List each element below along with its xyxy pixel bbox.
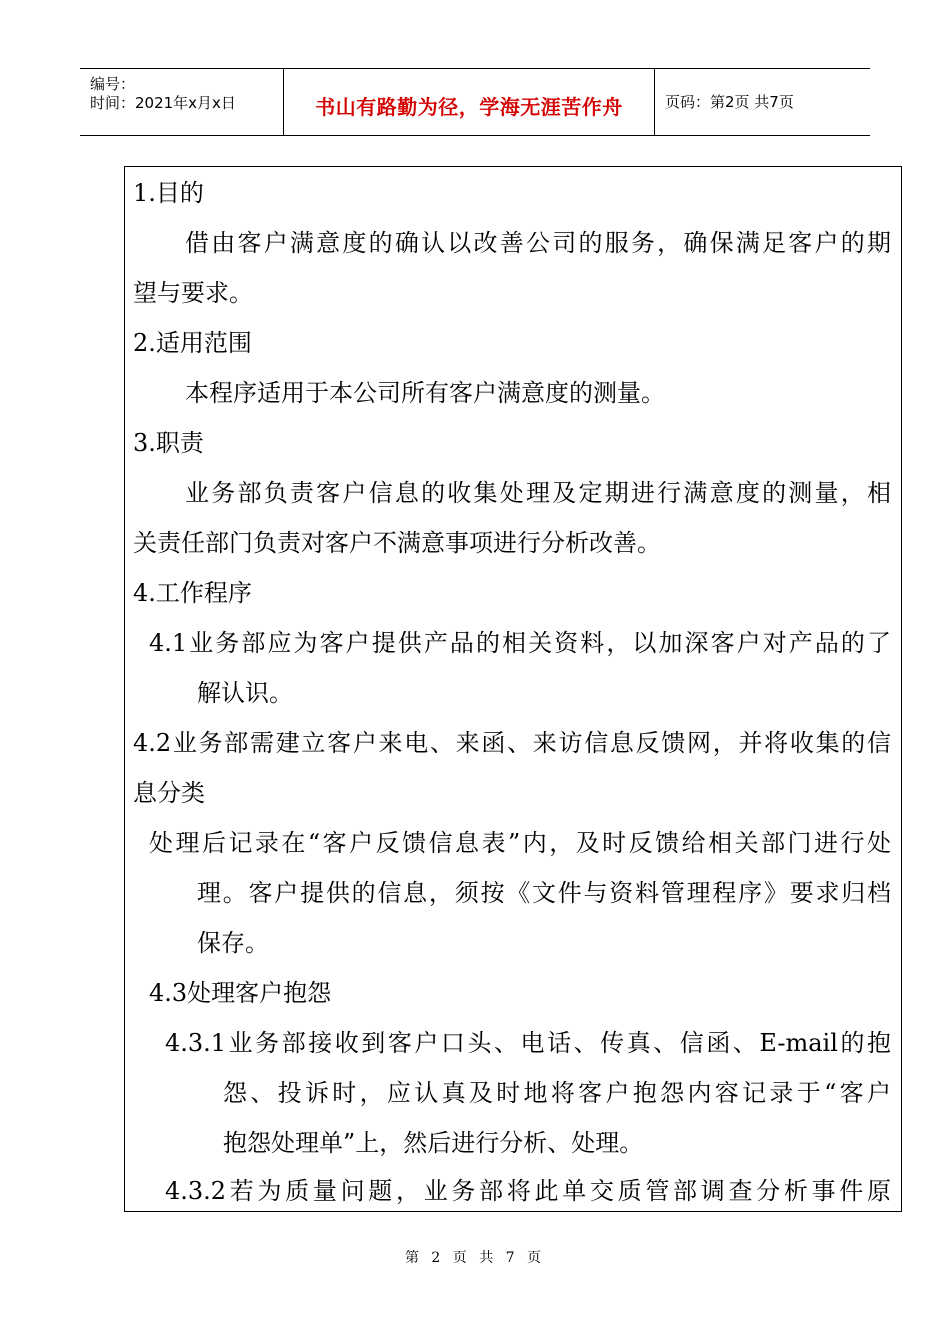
clause-4-2-cont-4: 保存。 (197, 929, 269, 957)
header-meta (80, 69, 283, 135)
clause-4-2-cont-1: 息分类 (133, 779, 205, 807)
clause-4-3-1: 4.3.1业务部接收到客户口头、电话、传真、信函、E-mail的抱 (165, 1029, 891, 1057)
document-number-label: 编号： (90, 75, 136, 93)
header-page-cell (655, 69, 870, 135)
section-1-paragraph: 借由客户满意度的确认以改善公司的服务，确保满足客户的期 (185, 229, 891, 257)
clause-4-3-2: 4.3.2若为质量问题，业务部将此单交质管部调查分析事件原 (165, 1177, 891, 1205)
clause-4-3-1-cont-2: 抱怨处理单”上，然后进行分析、处理。 (223, 1129, 644, 1157)
header-motto-cell (283, 69, 655, 135)
section-3-title: 3.职责 (133, 429, 204, 457)
document-body (124, 166, 902, 1212)
clause-4-2: 4.2业务部需建立客户来电、来函、来访信息反馈网，并将收集的信 (133, 729, 891, 757)
document-date: 时间：2021年x月x日 (90, 94, 236, 112)
clause-4-2-cont-3: 理。客户提供的信息，须按《文件与资料管理程序》要求归档 (197, 879, 891, 907)
section-1-paragraph-cont: 望与要求。 (133, 279, 253, 307)
section-1-title: 1.目的 (133, 179, 204, 207)
clause-4-1: 4.1业务部应为客户提供产品的相关资料，以加深客户对产品的了 (149, 629, 891, 657)
section-3-paragraph: 业务部负责客户信息的收集处理及定期进行满意度的测量，相 (185, 479, 891, 507)
page-footer: 第 2 页 共 7 页 (404, 1250, 546, 1266)
section-3-paragraph-cont: 关责任部门负责对客户不满意事项进行分析改善。 (133, 529, 661, 557)
clause-4-1-cont: 解认识。 (197, 679, 293, 707)
section-2-title: 2.适用范围 (133, 329, 252, 357)
section-2-paragraph: 本程序适用于本公司所有客户满意度的测量。 (185, 379, 665, 407)
header-page-info: 页码：第2页 共7页 (665, 92, 794, 111)
clause-4-3-1-cont-1: 怨、投诉时，应认真及时地将客户抱怨内容记录于“客户 (223, 1079, 891, 1107)
clause-4-3-title: 4.3处理客户抱怨 (149, 979, 332, 1007)
section-4-title: 4.工作程序 (133, 579, 252, 607)
page-header (80, 68, 870, 136)
clause-4-2-cont-2: 处理后记录在“客户反馈信息表”内，及时反馈给相关部门进行处 (149, 829, 891, 857)
header-motto: 书山有路勤为径，学海无涯苦作舟 (315, 94, 623, 119)
